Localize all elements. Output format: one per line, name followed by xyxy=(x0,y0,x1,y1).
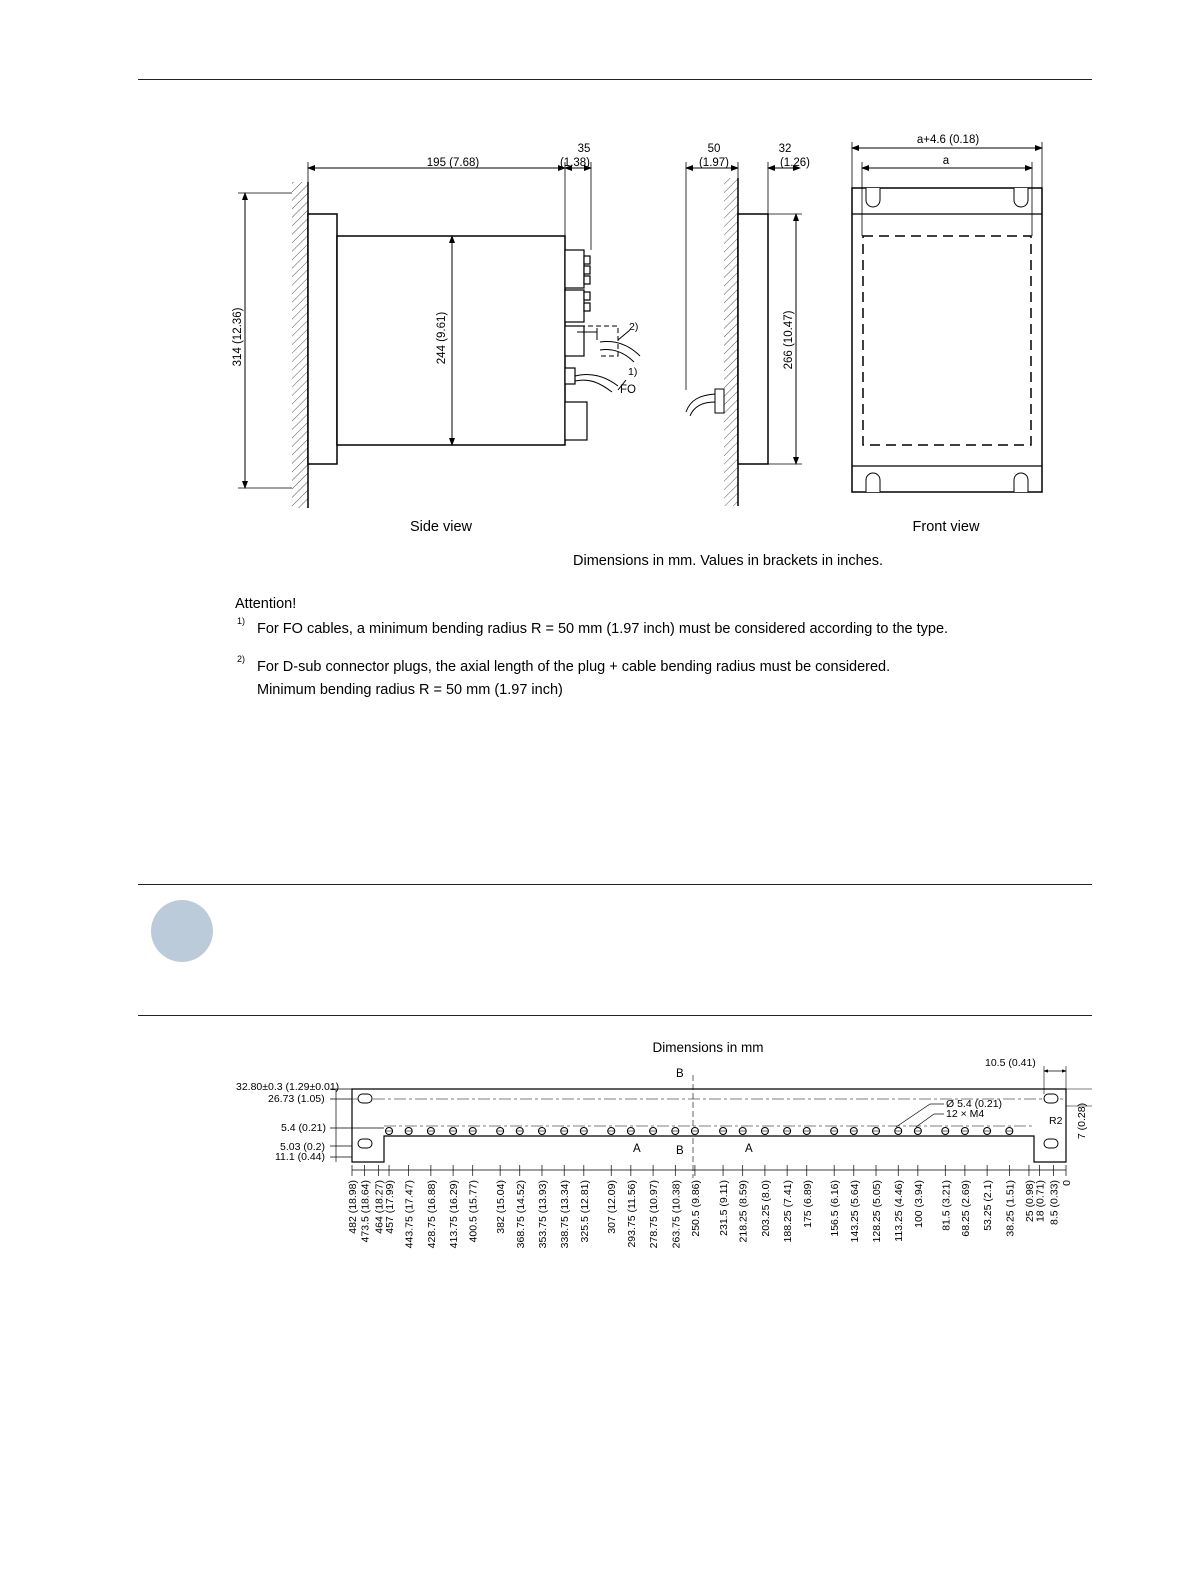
rail-dimension-label: 482 (18.98) xyxy=(347,1180,359,1234)
rail-dimension-label: 464 (18.27) xyxy=(373,1180,386,1234)
note-2-text-line1: For D-sub connector plugs, the axial length of the plug + cable bending radius must be considered. xyxy=(257,659,891,675)
rail-dimension-label: 400.5 (15.77) xyxy=(467,1180,480,1243)
rail-dimension-label: 443.75 (17.47) xyxy=(403,1180,416,1249)
rail-dimension-label: 263.75 (10.38) xyxy=(670,1180,683,1249)
section-rule-lower xyxy=(138,1015,1092,1016)
rail-dimension-label: 278.75 (10.97) xyxy=(648,1180,661,1249)
rail-dimension-label: 293.75 (11.56) xyxy=(625,1180,638,1248)
panel-device xyxy=(738,214,768,464)
dim-314: 314 (12.36) xyxy=(232,307,244,367)
dim-195: 195 (7.68) xyxy=(426,157,480,169)
rail-dimension-label: 382 (15.04) xyxy=(495,1180,508,1234)
panel-wall-hatch xyxy=(724,178,738,506)
dim-32-inch: (1.26) xyxy=(779,157,811,169)
section-a-left: A xyxy=(633,1143,641,1155)
left-label-54: 5.4 (0.21) xyxy=(281,1122,326,1134)
note-1-text: For FO cables, a minimum bending radius R = 50 mm (1.97 inch) must be considered according to the type. xyxy=(257,621,949,637)
rail-dimension-label: 368.75 (14.52) xyxy=(514,1180,527,1249)
rail-dimension-label: 231.5 (9.11) xyxy=(718,1180,731,1236)
section-a-right: A xyxy=(745,1143,753,1155)
rail-dimension-label: 8.5 (0.33) xyxy=(1048,1180,1061,1225)
dim-50-inch: (1.97) xyxy=(698,157,730,169)
rail-dimension-label: 353.75 (13.93) xyxy=(536,1180,549,1249)
dim-a-plus: a+4.6 (0.18) xyxy=(916,134,980,146)
side-body xyxy=(337,236,565,445)
device-dimension-drawing xyxy=(0,0,1191,580)
front-view-outline xyxy=(852,188,1042,492)
rail-dimension-label: 0 xyxy=(1061,1180,1073,1186)
side-connectors xyxy=(565,250,590,440)
section-marker-circle xyxy=(151,900,213,962)
side-wall-hatch xyxy=(292,182,308,508)
rail-dimension-label: 218.25 (8.59) xyxy=(737,1180,750,1243)
dim-35: 35 xyxy=(577,143,591,155)
units-caption: Dimensions in mm. Values in brackets in inches. xyxy=(573,553,883,569)
note-1-mark: 1) xyxy=(237,616,246,626)
note-2-marker: 2) xyxy=(629,321,639,333)
rail-dimension-label: 38.25 (1.51) xyxy=(1004,1180,1017,1237)
rail-dimension-label: 143.25 (5.64) xyxy=(848,1180,861,1243)
dim-32: 32 xyxy=(778,143,792,155)
slot-label: 10.5 (0.41) xyxy=(985,1057,1036,1069)
attention-heading: Attention! xyxy=(235,596,297,612)
rail-dimension-label: 307 (12.09) xyxy=(606,1180,619,1234)
rail-dimension-label: 53.25 (2.1) xyxy=(982,1180,995,1231)
radius-label: R2 xyxy=(1049,1115,1063,1127)
note-1-marker: 1) xyxy=(628,366,638,378)
dim-50: 50 xyxy=(707,143,721,155)
rail-dimension-label: 203.25 (8.0) xyxy=(759,1180,772,1237)
rail-dimension-label: 250.5 (9.86) xyxy=(689,1180,702,1237)
side-flange xyxy=(308,214,337,464)
left-label-2673: 26.73 (1.05) xyxy=(268,1093,325,1105)
mounting-rail-drawing xyxy=(0,1030,1191,1290)
hole-label: Ø 5.4 (0.21) xyxy=(946,1098,1003,1110)
threads-label: 12 × M4 xyxy=(946,1108,985,1120)
side-view-caption: Side view xyxy=(409,519,473,535)
rail-dimension-label: 81.5 (3.21) xyxy=(940,1180,953,1231)
rail-dimension-label: 188.25 (7.41) xyxy=(782,1180,795,1243)
rail-dimension-ticks xyxy=(347,1165,1073,1248)
rail-dimension-label: 68.25 (2.69) xyxy=(959,1180,972,1237)
rail-dimension-label: 428.75 (16.88) xyxy=(425,1180,438,1249)
rail-dimension-label: 457 (17.99) xyxy=(384,1180,397,1234)
rail-dimension-label: 325.5 (12.81) xyxy=(578,1180,591,1243)
rail-dimension-label: 175 (6.89) xyxy=(801,1180,814,1228)
rail-dimension-label: 413.75 (16.29) xyxy=(448,1180,461,1249)
rail-dimension-label: 473.5 (18.64) xyxy=(359,1180,372,1243)
dim-244: 244 (9.61) xyxy=(436,311,448,365)
note-2-text-line2: Minimum bending radius R = 50 mm (1.97 inch) xyxy=(257,682,563,698)
rail-dimension-label: 338.75 (13.34) xyxy=(559,1180,572,1249)
note-2-mark: 2) xyxy=(237,654,246,664)
rail-dimension-label: 128.25 (5.05) xyxy=(871,1180,884,1243)
left-label-503: 5.03 (0.2) xyxy=(280,1141,325,1153)
rail-dimension-label: 100 (3.94) xyxy=(912,1180,925,1228)
rail-title: Dimensions in mm xyxy=(652,1040,764,1055)
rail-dimension-label: 156.5 (6.16) xyxy=(829,1180,842,1237)
fo-label: FO xyxy=(620,384,636,396)
dim-35-inch: (1.38) xyxy=(559,157,591,169)
front-view-caption: Front view xyxy=(912,519,980,535)
section-b-top: B xyxy=(676,1068,684,1080)
section-b-bottom: B xyxy=(676,1145,684,1157)
left-label-111: 11.1 (0.44) xyxy=(275,1151,326,1163)
rail-dimension-label: 25 (0.98) xyxy=(1023,1180,1036,1223)
section-rule-upper xyxy=(138,884,1092,885)
height-label: 7 (0.28) xyxy=(1076,1102,1088,1140)
dim-a: a xyxy=(942,155,950,167)
dim-266: 266 (10.47) xyxy=(783,310,795,370)
rail-dimension-label: 113.25 (4.46) xyxy=(893,1180,906,1242)
rail-dimension-label: 18 (0.71) xyxy=(1034,1180,1047,1223)
left-label-3280: 32.80±0.3 (1.29±0.01) xyxy=(236,1081,340,1093)
